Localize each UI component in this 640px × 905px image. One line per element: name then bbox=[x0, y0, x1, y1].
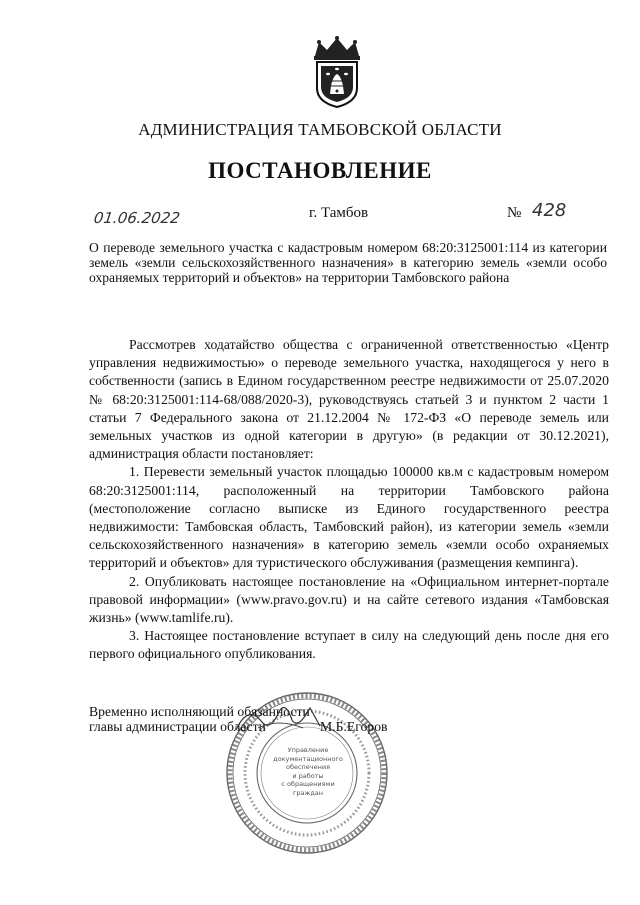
document-number: 428 bbox=[532, 200, 567, 221]
preamble-paragraph: Рассмотрев ходатайство общества с ограниченной ответственностью «Центр управления недвижимостью» о переводе земельного участка, находящегося у него в собственности (запись в Едином государственном реестре недвижимости от 25.07.2020 № 68:20:3125001:114-68/088/2020-3), руководствуясь статьей 3 и пунктом 2 части 1 статьи 7 Федерального закона от 21.12.2004 № 172-ФЗ «О переводе земель или земельных участков из одной категории в другую» (в редакции от 30.12.2021), администрация области постановляет: bbox=[89, 337, 609, 462]
document-city: г. Тамбов bbox=[309, 205, 369, 221]
organization-name: АДМИНИСТРАЦИЯ ТАМБОВСКОЙ ОБЛАСТИ bbox=[138, 120, 502, 139]
tambov-coat-of-arms-icon bbox=[297, 36, 377, 108]
signatory-name: М.Б.Егоров bbox=[320, 719, 388, 734]
item-2-paragraph: 2. Опубликовать настоящее постановление на «Официальном интернет-портале правовой информации» (www.pravo.gov.ru) и на сайте сетевого издания «Тамбовская жизнь» (www.tamlife.ru). bbox=[89, 573, 609, 626]
item-3-paragraph: 3. Настоящее постановление вступает в силу на следующий день после дня его первого официального опубликования. bbox=[89, 628, 609, 662]
handwritten-signature bbox=[228, 700, 328, 736]
document-body bbox=[89, 336, 609, 664]
signatory-title-line-2: главы администрации области bbox=[89, 719, 266, 734]
signatory-title-line-1: Временно исполняющий обязанности bbox=[89, 704, 310, 719]
stamp-inner-text: Управление документационного обеспечения и работы с обращениями граждан bbox=[273, 746, 343, 797]
item-1-paragraph: 1. Перевести земельный участок площадью 100000 кв.м с кадастровым номером 68:20:3125001:114, расположенный на территории Тамбовского района (местоположение согласно выписке из Единого государственного реестра недвижимости: Тамбовская область, Тамбовский район), из категории земель «земли сельскохозяйственного назначения» в категорию земель «земли особо охраняемых территорий и объектов» для туристического обслуживания (размещения кемпинга). bbox=[89, 464, 609, 571]
document-type: ПОСТАНОВЛЕНИЕ bbox=[208, 158, 432, 183]
document-subject: О переводе земельного участка с кадастровым номером 68:20:3125001:114 из категории земель «земли сельскохозяйственного назначения» в категорию земель «земли особо охраняемых территорий и объектов» на территории Тамбовского района bbox=[89, 240, 607, 285]
document-date: 01.06.2022 bbox=[92, 209, 182, 227]
document-number-label: № bbox=[507, 205, 522, 221]
